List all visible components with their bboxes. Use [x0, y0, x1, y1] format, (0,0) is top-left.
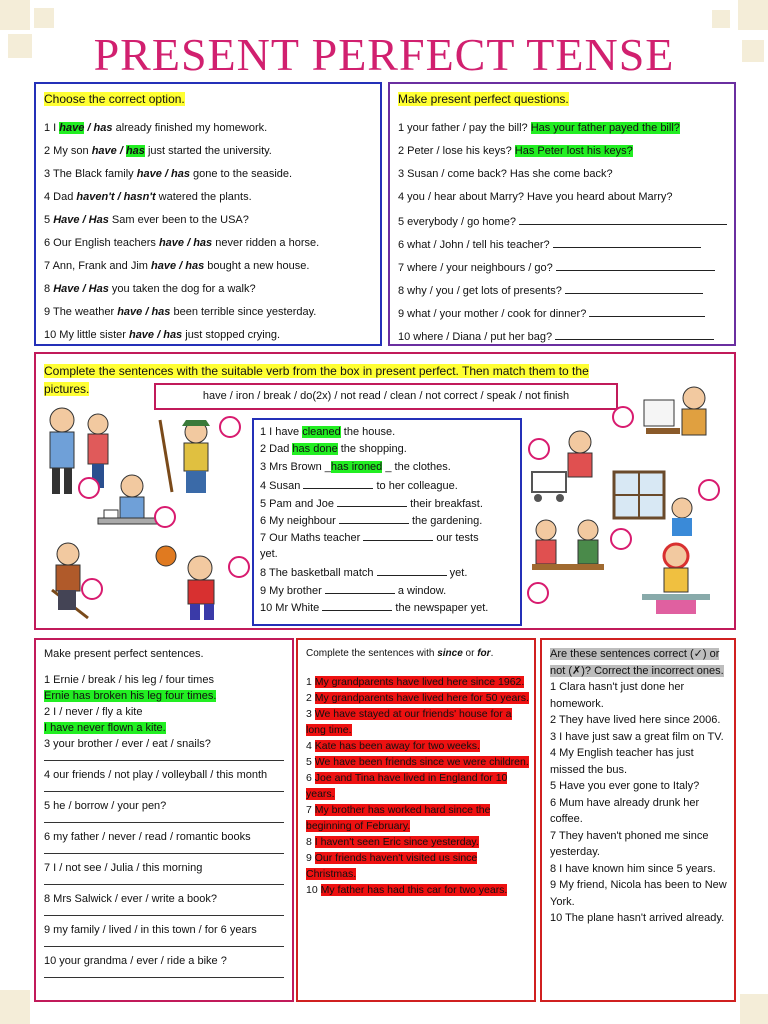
- exercise-item: 1 I have / has already finished my homework.: [44, 122, 268, 134]
- exercise-item: 2 My son have / has just started the university.: [44, 145, 272, 157]
- decorative-tile: [738, 0, 768, 30]
- section-instruction: Complete the sentences with the suitable verb from the box in present perfect. Then match them to the pictures.: [44, 364, 589, 396]
- sentence-item: 9 Our friends haven't visited us since Christmas.: [306, 852, 478, 880]
- cartoon-teacher-desk: [92, 470, 172, 540]
- option-a[interactable]: have: [59, 122, 85, 134]
- match-circle[interactable]: [527, 582, 549, 604]
- sentence-item: 1 My grandparents have lived here since 1962.: [306, 676, 525, 688]
- sentence-item: 7 They haven't phoned me since yesterday.: [550, 829, 709, 858]
- sentence-item: 4 My English teacher has just missed the bus.: [550, 747, 694, 776]
- answer-blank[interactable]: [589, 306, 705, 317]
- sentence-item: 3 We have stayed at our friends' house for a long time.: [306, 708, 512, 736]
- sentence-item: 7 Our Maths teacher our tests: [260, 532, 479, 545]
- answer: My grandparents have lived here for 50 years.: [314, 692, 529, 704]
- cartoon-basketball-player: [150, 544, 240, 622]
- option-b[interactable]: hasn't: [123, 191, 156, 203]
- section-instruction: Make present perfect questions.: [398, 92, 569, 106]
- answer-line[interactable]: [44, 907, 284, 916]
- sentence-item: 1 Clara hasn't just done her homework.: [550, 681, 685, 710]
- exercise-item: 8 Have / Has you taken the dog for a walk?: [44, 283, 256, 295]
- match-circle[interactable]: [219, 416, 241, 438]
- sentence-item: 3 I have just saw a great film on TV.: [550, 730, 724, 743]
- sentence-item: 2 My grandparents have lived here for 50 years.: [306, 692, 529, 704]
- option-a[interactable]: have: [91, 145, 117, 157]
- exercise-item: 5 Have / Has Sam ever been to the USA?: [44, 214, 249, 226]
- section-instruction: Make present perfect sentences.: [44, 648, 204, 660]
- answer: Our friends haven't visited us since Christmas.: [306, 852, 478, 880]
- match-circle[interactable]: [81, 578, 103, 600]
- option-a[interactable]: have: [151, 260, 177, 272]
- sentence-item: 6 My neighbour the gardening.: [260, 515, 483, 527]
- answer: Has Peter lost his keys?: [514, 145, 633, 157]
- prompt: 8 Mrs Salwick / ever / write a book?: [44, 893, 218, 905]
- sentence-item: 8 I haven't seen Eric since yesterday.: [306, 836, 479, 848]
- match-circle[interactable]: [154, 506, 176, 528]
- answer-line[interactable]: [44, 814, 284, 823]
- exercise-item: 6 Our English teachers have / has never ridden a horse.: [44, 237, 320, 249]
- option-b[interactable]: Has: [88, 214, 109, 226]
- answer-blank[interactable]: [519, 214, 727, 225]
- answer-line[interactable]: [44, 783, 284, 792]
- section-make-questions: [388, 82, 736, 346]
- answer-blank[interactable]: [565, 283, 703, 294]
- sentence-item: 6 Joe and Tina have lived in England for 10 years.: [306, 772, 508, 800]
- answer: Has she come back?: [509, 168, 613, 180]
- option-b[interactable]: has: [193, 237, 213, 249]
- sentence-item: 1 I have cleaned the house.: [260, 426, 396, 438]
- sentence-item: 9 My brother a window.: [260, 584, 447, 597]
- prompt: 2 I / never / fly a kite: [44, 706, 143, 718]
- option-a[interactable]: have: [158, 237, 185, 249]
- sentence-item: 5 Pam and Joe their breakfast.: [260, 497, 483, 510]
- exercise-item: 9 The weather have / has been terrible since yesterday.: [44, 306, 317, 318]
- answer-blank[interactable]: [556, 260, 715, 271]
- decorative-tile: [740, 994, 768, 1024]
- option-b[interactable]: Has: [88, 283, 109, 295]
- answer: Have you heard about Marry?: [527, 191, 673, 203]
- prompt: 4 our friends / not play / volleyball / this month: [44, 769, 268, 781]
- section-instruction: Are these sentences correct (✓) or not (✗)? Correct the incorrect ones.: [550, 648, 724, 677]
- match-circle[interactable]: [698, 479, 720, 501]
- sentence-box: [252, 418, 522, 626]
- prompt: 5 he / borrow / your pen?: [44, 800, 167, 812]
- answer-blank[interactable]: [555, 329, 714, 340]
- question-item: 1 your father / pay the bill? Has your father payed the bill?: [398, 122, 680, 134]
- cartoon-man-newspaper: [640, 380, 720, 450]
- prompt: 10 your grandma / ever / ride a bike ?: [44, 955, 227, 967]
- option-b[interactable]: has: [93, 122, 113, 134]
- answer-blank[interactable]: [303, 478, 373, 489]
- match-circle[interactable]: [610, 528, 632, 550]
- sentence-item: 9 My friend, Nicola has been to New York.: [550, 879, 727, 908]
- answer-blank[interactable]: [322, 600, 392, 611]
- answer: Has your father payed the bill?: [530, 122, 680, 134]
- answer: cleaned: [302, 426, 341, 438]
- answer: has ironed: [330, 460, 383, 473]
- option-b[interactable]: has: [163, 329, 183, 341]
- option-b[interactable]: has: [170, 168, 190, 180]
- option-a[interactable]: haven't: [76, 191, 115, 203]
- sentence-item: 5 Have you ever gone to Italy?: [550, 780, 700, 792]
- question-item: 7 where / your neighbours / go?: [398, 260, 715, 274]
- section-choose-option: [34, 82, 382, 346]
- question-item: 3 Susan / come back? Has she come back?: [398, 168, 613, 180]
- answer-line[interactable]: [44, 752, 284, 761]
- question-item: 9 what / your mother / cook for dinner?: [398, 306, 705, 320]
- option-a[interactable]: have: [117, 306, 143, 318]
- answer-blank[interactable]: [339, 513, 409, 524]
- sentence-item: 7 My brother has worked hard since the beginning of February.: [306, 804, 491, 832]
- answer: Joe and Tina have lived in England for 10 years.: [306, 772, 508, 800]
- answer: Kate has been away for two weeks.: [314, 740, 480, 752]
- answer-blank[interactable]: [325, 583, 395, 594]
- exercise-item: 10 My little sister have / has just stopped crying.: [44, 329, 281, 341]
- sentence-item: 2 Dad has done the shopping.: [260, 443, 407, 456]
- sentence-item: yet.: [260, 547, 278, 560]
- cartoon-couple-breakfast: [528, 516, 608, 590]
- answer-line[interactable]: [44, 876, 284, 885]
- prompt: 6 my father / never / read / romantic books: [44, 831, 251, 843]
- decorative-tile: [0, 990, 30, 1024]
- sentence-item: 8 The basketball match yet.: [260, 567, 468, 580]
- answer: I haven't seen Eric since yesterday.: [314, 836, 479, 848]
- sentence-item: 4 Kate has been away for two weeks.: [306, 740, 480, 752]
- option-b[interactable]: has: [151, 306, 171, 318]
- answer: We have been friends since we were children.: [314, 756, 529, 768]
- answer: I have never flown a kite.: [44, 722, 166, 734]
- answer: My brother has worked hard since the beginning of February.: [306, 804, 491, 832]
- option-b[interactable]: has: [185, 260, 205, 272]
- sentence-item: 4 Susan to her colleague.: [260, 480, 458, 493]
- decorative-tile: [0, 0, 30, 30]
- question-item: 10 where / Diana / put her bag?: [398, 329, 714, 343]
- option-a[interactable]: Have: [53, 214, 80, 226]
- answer: My father has had this car for two years.: [320, 884, 508, 896]
- section-make-sentences: [34, 638, 294, 1002]
- answer: My grandparents have lived here since 1962.: [314, 676, 525, 688]
- sentence-item: 8 I have known him since 5 years.: [550, 862, 716, 875]
- answer: has done: [292, 443, 338, 456]
- option-a[interactable]: Have: [53, 283, 80, 295]
- section-correct-or-not: [540, 638, 736, 1002]
- match-circle[interactable]: [612, 406, 634, 428]
- sentence-item: 3 Mrs Brown _has ironed _ the clothes.: [260, 460, 451, 473]
- sentence-item: 10 My father has had this car for two years.: [306, 884, 508, 896]
- sentence-item: 6 Mum have already drunk her coffee.: [550, 796, 700, 825]
- option-a[interactable]: have: [136, 168, 162, 180]
- answer-blank[interactable]: [363, 530, 433, 541]
- option-a[interactable]: have: [128, 329, 155, 341]
- answer: We have stayed at our friends' house for a long time.: [306, 708, 512, 736]
- match-circle[interactable]: [228, 556, 250, 578]
- section-instruction: Complete the sentences with since or for.: [306, 648, 494, 659]
- prompt: 9 my family / lived / in this town / for 6 years: [44, 924, 257, 936]
- sentence-item: 10 Mr White the newspaper yet.: [260, 602, 489, 614]
- sentence-item: 10 The plane hasn't arrived already.: [550, 912, 725, 924]
- page-title: PRESENT PERFECT TENSE: [93, 29, 675, 80]
- exercise-item: 7 Ann, Frank and Jim have / has bought a new house.: [44, 260, 310, 272]
- option-b[interactable]: has: [125, 145, 145, 157]
- prompt: 1 Ernie / break / his leg / four times: [44, 674, 214, 686]
- match-circle[interactable]: [528, 438, 550, 460]
- decorative-tile: [34, 8, 54, 28]
- match-circle[interactable]: [78, 477, 100, 499]
- question-item: 4 you / hear about Marry? Have you heard about Marry?: [398, 191, 673, 203]
- answer: Ernie has broken his leg four times.: [44, 690, 217, 702]
- question-item: 5 everybody / go home?: [398, 214, 727, 228]
- section-since-for: [296, 638, 536, 1002]
- question-item: 2 Peter / lose his keys? Has Peter lost his keys?: [398, 145, 633, 157]
- prompt: 3 your brother / ever / eat / snails?: [44, 738, 211, 750]
- exercise-item: 4 Dad haven't / hasn't watered the plants.: [44, 191, 252, 203]
- cartoon-woman-ironing: [636, 540, 716, 620]
- answer-line[interactable]: [44, 845, 284, 854]
- sentence-item: 5 We have been friends since we were children.: [306, 756, 529, 768]
- verb-box: have / iron / break / do(2x) / not read / clean / not correct / speak / not finish: [154, 383, 618, 410]
- prompt: 7 I / not see / Julia / this morning: [44, 862, 203, 874]
- question-item: 8 why / you / get lots of presents?: [398, 283, 703, 297]
- exercise-item: 3 The Black family have / has gone to the seaside.: [44, 168, 293, 180]
- answer-blank[interactable]: [337, 496, 407, 507]
- answer-blank[interactable]: [553, 237, 701, 248]
- answer-line[interactable]: [44, 969, 284, 978]
- section-instruction: Choose the correct option.: [44, 92, 185, 106]
- question-item: 6 what / John / tell his teacher?: [398, 237, 701, 251]
- answer-line[interactable]: [44, 938, 284, 947]
- sentence-item: 2 They have lived here since 2006.: [550, 714, 721, 726]
- decorative-tile: [712, 10, 730, 28]
- answer-blank[interactable]: [377, 565, 447, 576]
